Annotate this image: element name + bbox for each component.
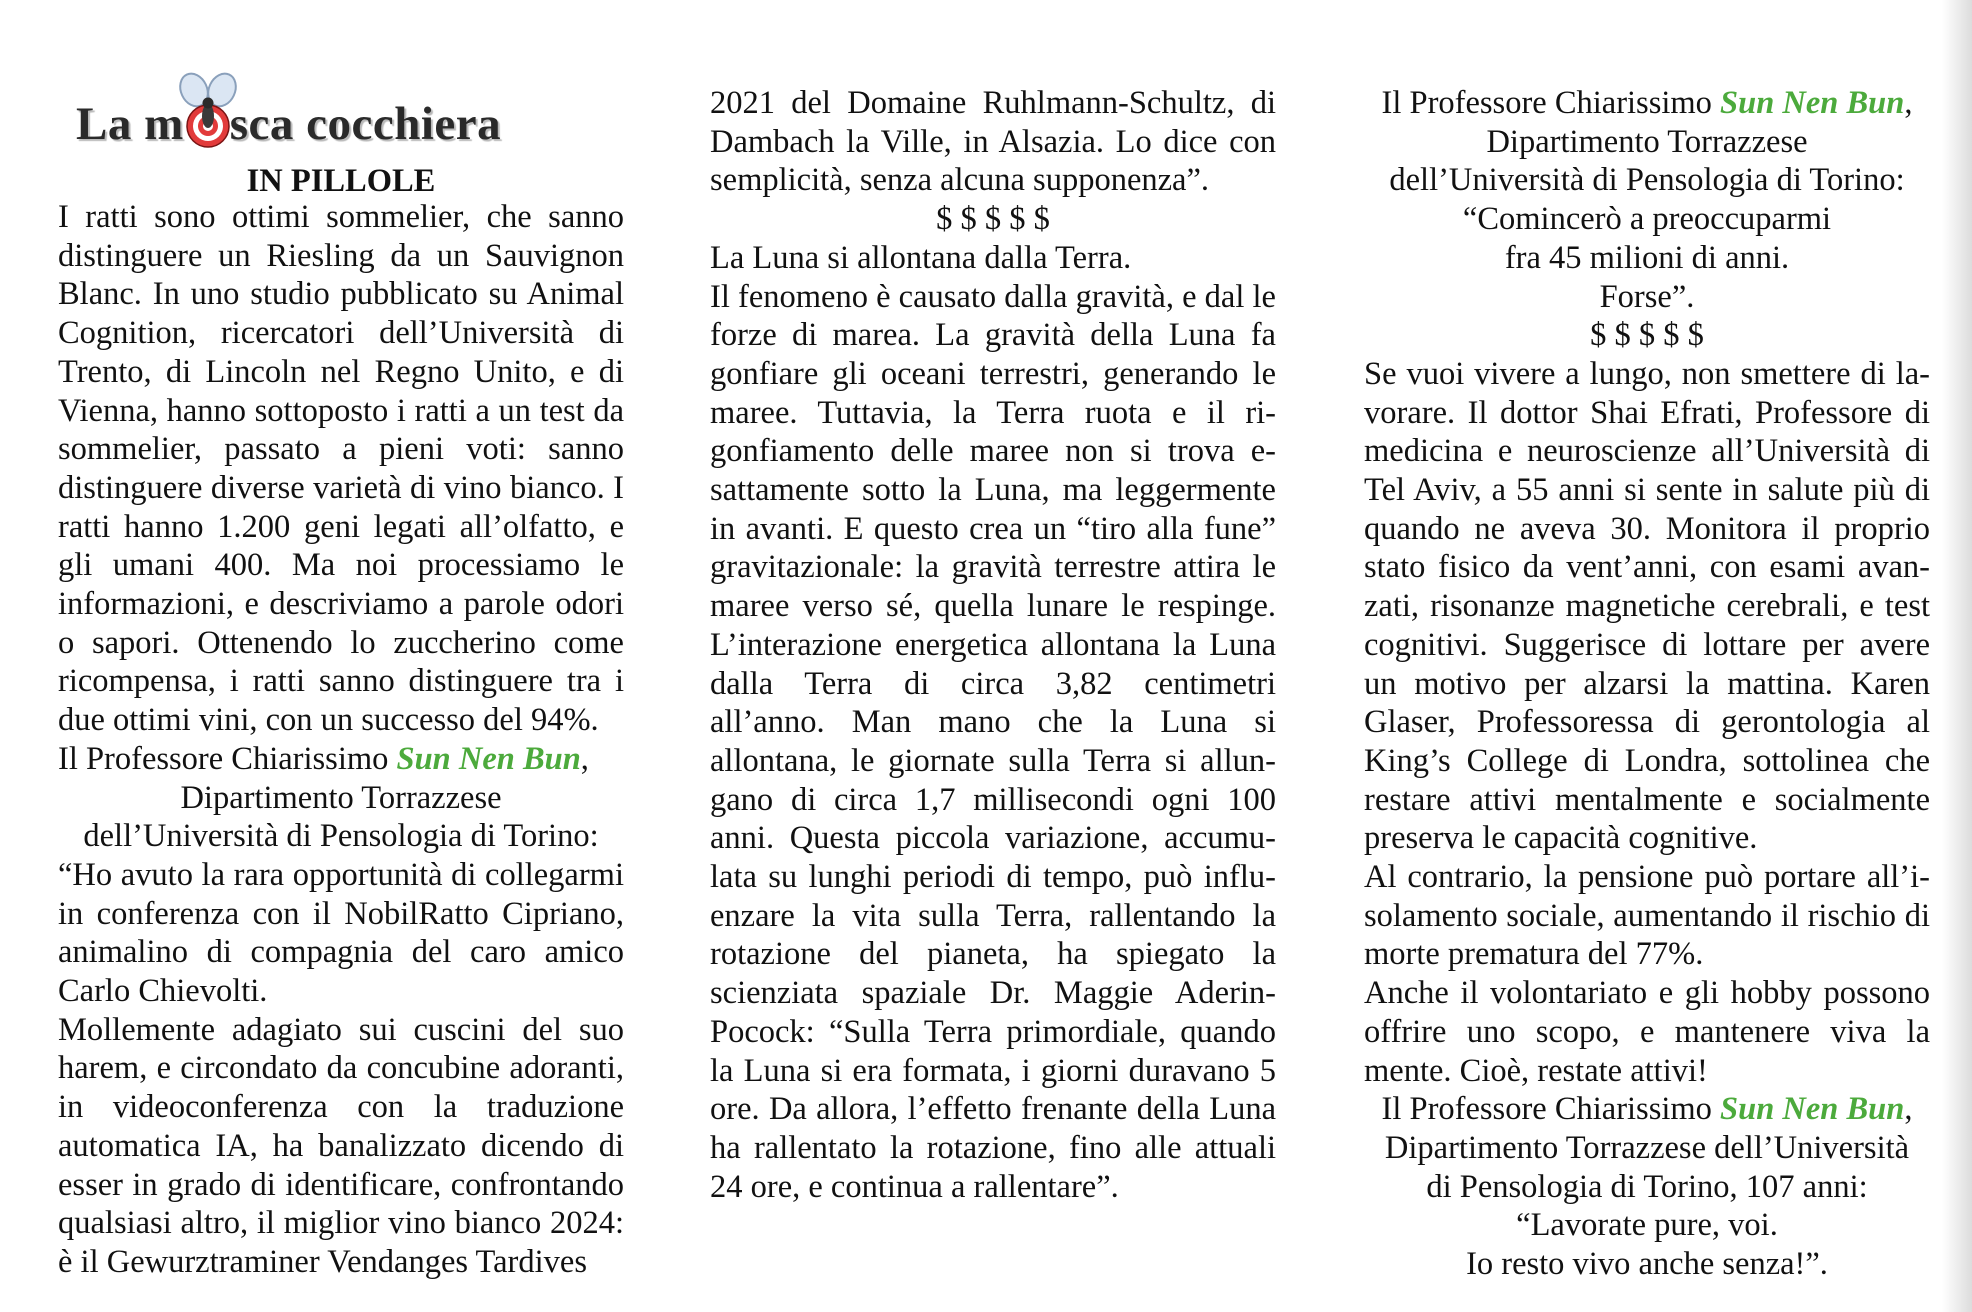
signature-prefix: Il Professore Chiarissimo: [1381, 85, 1721, 121]
article-work-quote-line2: Io resto vivo anche senza!”.: [1466, 1246, 1828, 1283]
signature-suffix: ,: [580, 740, 589, 777]
signature-prefix: Il Professore Chiarissimo: [58, 740, 397, 777]
article-work-quote-line1: “Lavorate pure, voi.: [1516, 1207, 1778, 1244]
signature-suffix: ,: [1904, 1091, 1913, 1128]
article-rats-quote-p1: “Ho avuto la rara opportunità di collegarmi in conferenza con il NobilRatto Cipriano, animalino di compagnia del caro amico Carlo Chievolti.: [58, 856, 624, 1010]
signature-dept-line1: Dipartimento Torrazzese: [1486, 123, 1808, 160]
article-work-body-p2: Al contrario, la pensione può portare all’isolamento sociale, aumentando il rischio di morte prematura del 77%.: [1364, 859, 1930, 973]
signature-line: [1364, 84, 1930, 123]
fly-target-icon: [184, 108, 230, 148]
signature-name: Sun Nen Bun: [1720, 1091, 1905, 1128]
logo-text-right: sca cocchiera: [229, 98, 502, 150]
signature-dept-line2: dell’Università di Pensologia di Torino:: [1389, 162, 1905, 199]
article-moon-quote-line1: “Comincerò a preoccuparmi: [1462, 201, 1832, 238]
signature-prefix: Il Professore Chiarissimo: [1381, 1091, 1721, 1128]
signature-dept-line1: Dipartimento Torrazzese: [180, 779, 502, 816]
signature-line: [58, 740, 624, 779]
article-rats-body: I ratti sono ottimi sommelier, che sanno distinguere un Riesling da un Sauvignon Blanc. In uno studio pubblicato su Animal Cognition, ricercatori dell’Università di Trento, di Lincoln nel Regno Unito, e di Vienna, hanno sottoposto i ratti a un test da sommelier, passato a pieni voti: sanno distinguere diverse varietà di vino bianco. I ratti hanno 1.200 geni legati all’olfatto, e gli umani 400. Ma noi processiamo le informazioni, e descriviamo a parole odori o sapori. Ottenendo lo zuccherino come ricompensa, i ratti sanno distinguere tra i due ottimi vini, con un successo del 94%.: [58, 199, 624, 739]
page-edge-shadow: [1942, 0, 1972, 1312]
signature-name: Sun Nen Bun: [396, 740, 581, 777]
article-moon-quote-line2: fra 45 milioni di anni.: [1504, 239, 1790, 276]
column-1: [58, 84, 624, 1282]
separator: $ $ $ $ $: [1590, 317, 1704, 354]
article-work-body-p1: Se vuoi vivere a lungo, non smettere di lavorare. Il dottor Shai Efrati, Professore di medicina e neuroscienze all’Università di Tel Aviv, a 55 anni si sente in salute più di quando ne aveva 30. Monitora il proprio stato fisico da vent’anni, con esami avanzati, risonanze magnetiche cerebrali, e test cognitivi. Suggerisce di lottare per avere un motivo per alzarsi la mattina. Karen Glaser, Professoressa di gerontologia al King’s College di Londra, sottolinea che restare attivi mentalmente e socialmente preserva le capacità cognitive.: [1364, 355, 1930, 857]
signature-dept-combined: Dipartimento Torrazzese dell’Università: [1384, 1129, 1910, 1166]
article-work-body-p3: Anche il volontariato e gli hobby possono offrire uno scopo, e mantenere viva la mente. Cioè, restate attivi!: [1364, 975, 1930, 1089]
article-moon-quote-line3: Forse”.: [1599, 278, 1695, 315]
article-rats-quote-continued: 2021 del Domaine Ruhlmann-Schultz, di Dambach la Ville, in Alsazia. Lo dice con semplicità, senza alcuna supponenza”.: [710, 85, 1276, 199]
masthead: [58, 84, 624, 199]
logo-text-left: La m: [76, 98, 184, 150]
column-3: [1364, 84, 1930, 1284]
separator: $ $ $ $ $: [936, 201, 1050, 238]
signature-suffix: ,: [1904, 85, 1913, 121]
signature-dept-line2: dell’Università di Pensologia di Torino:: [83, 818, 599, 855]
signature-name: Sun Nen Bun: [1720, 85, 1905, 121]
article-rats-quote-p2: Mollemente adagiato sui cuscini del suo harem, e circondato da concubine adoranti, in videoconferenza con la traduzione automatica IA, ha banalizzato dicendo di esser in grado di identificare, confrontando qualsiasi altro, il miglior vino bianco 2024: è il Gewurztraminer Vendanges Tardives: [58, 1011, 624, 1280]
masthead-logo: [76, 84, 606, 164]
signature-line: [1364, 1090, 1930, 1129]
section-subtitle: IN PILLOLE: [246, 163, 436, 199]
signature-dept-age: di Pensologia di Torino, 107 anni:: [1426, 1168, 1868, 1205]
article-moon-headline: La Luna si allontana dalla Terra.: [710, 239, 1132, 276]
column-2: [710, 84, 1276, 1206]
article-moon-body: Il fenomeno è causato dalla gravità, e dal le forze di marea. La gravità della Luna fa gonfiare gli oceani terrestri, generando le maree. Tuttavia, la Terra ruota e il rigonfiamento delle maree non si trova esattamente sotto la Luna, ma leggermente in avanti. E questo crea un “tiro alla fune” gravitazionale: la gravità terrestre attira le maree verso sé, quella lunare le respinge. L’interazione energetica allontana la Luna dalla Terra di circa 3,82 centimetri all’anno. Man mano che la Luna si allontana, le giornate sulla Terra si allungano di circa 1,7 millisecondi ogni 100 anni. Questa piccola variazione, accumulata su lunghi periodi di tempo, può influenzare la vita sulla Terra, rallentando la rotazione del pianeta, ha spiegato la scienziata spaziale Dr. Maggie Aderin-Pocock: “Sulla Terra primordiale, quando la Luna si era formata, i giorni duravano 5 ore. Da allora, l’effetto frenante della Luna ha rallentato la rotazione, fino alle attuali 24 ore, e continua a rallentare”.: [710, 278, 1276, 1205]
